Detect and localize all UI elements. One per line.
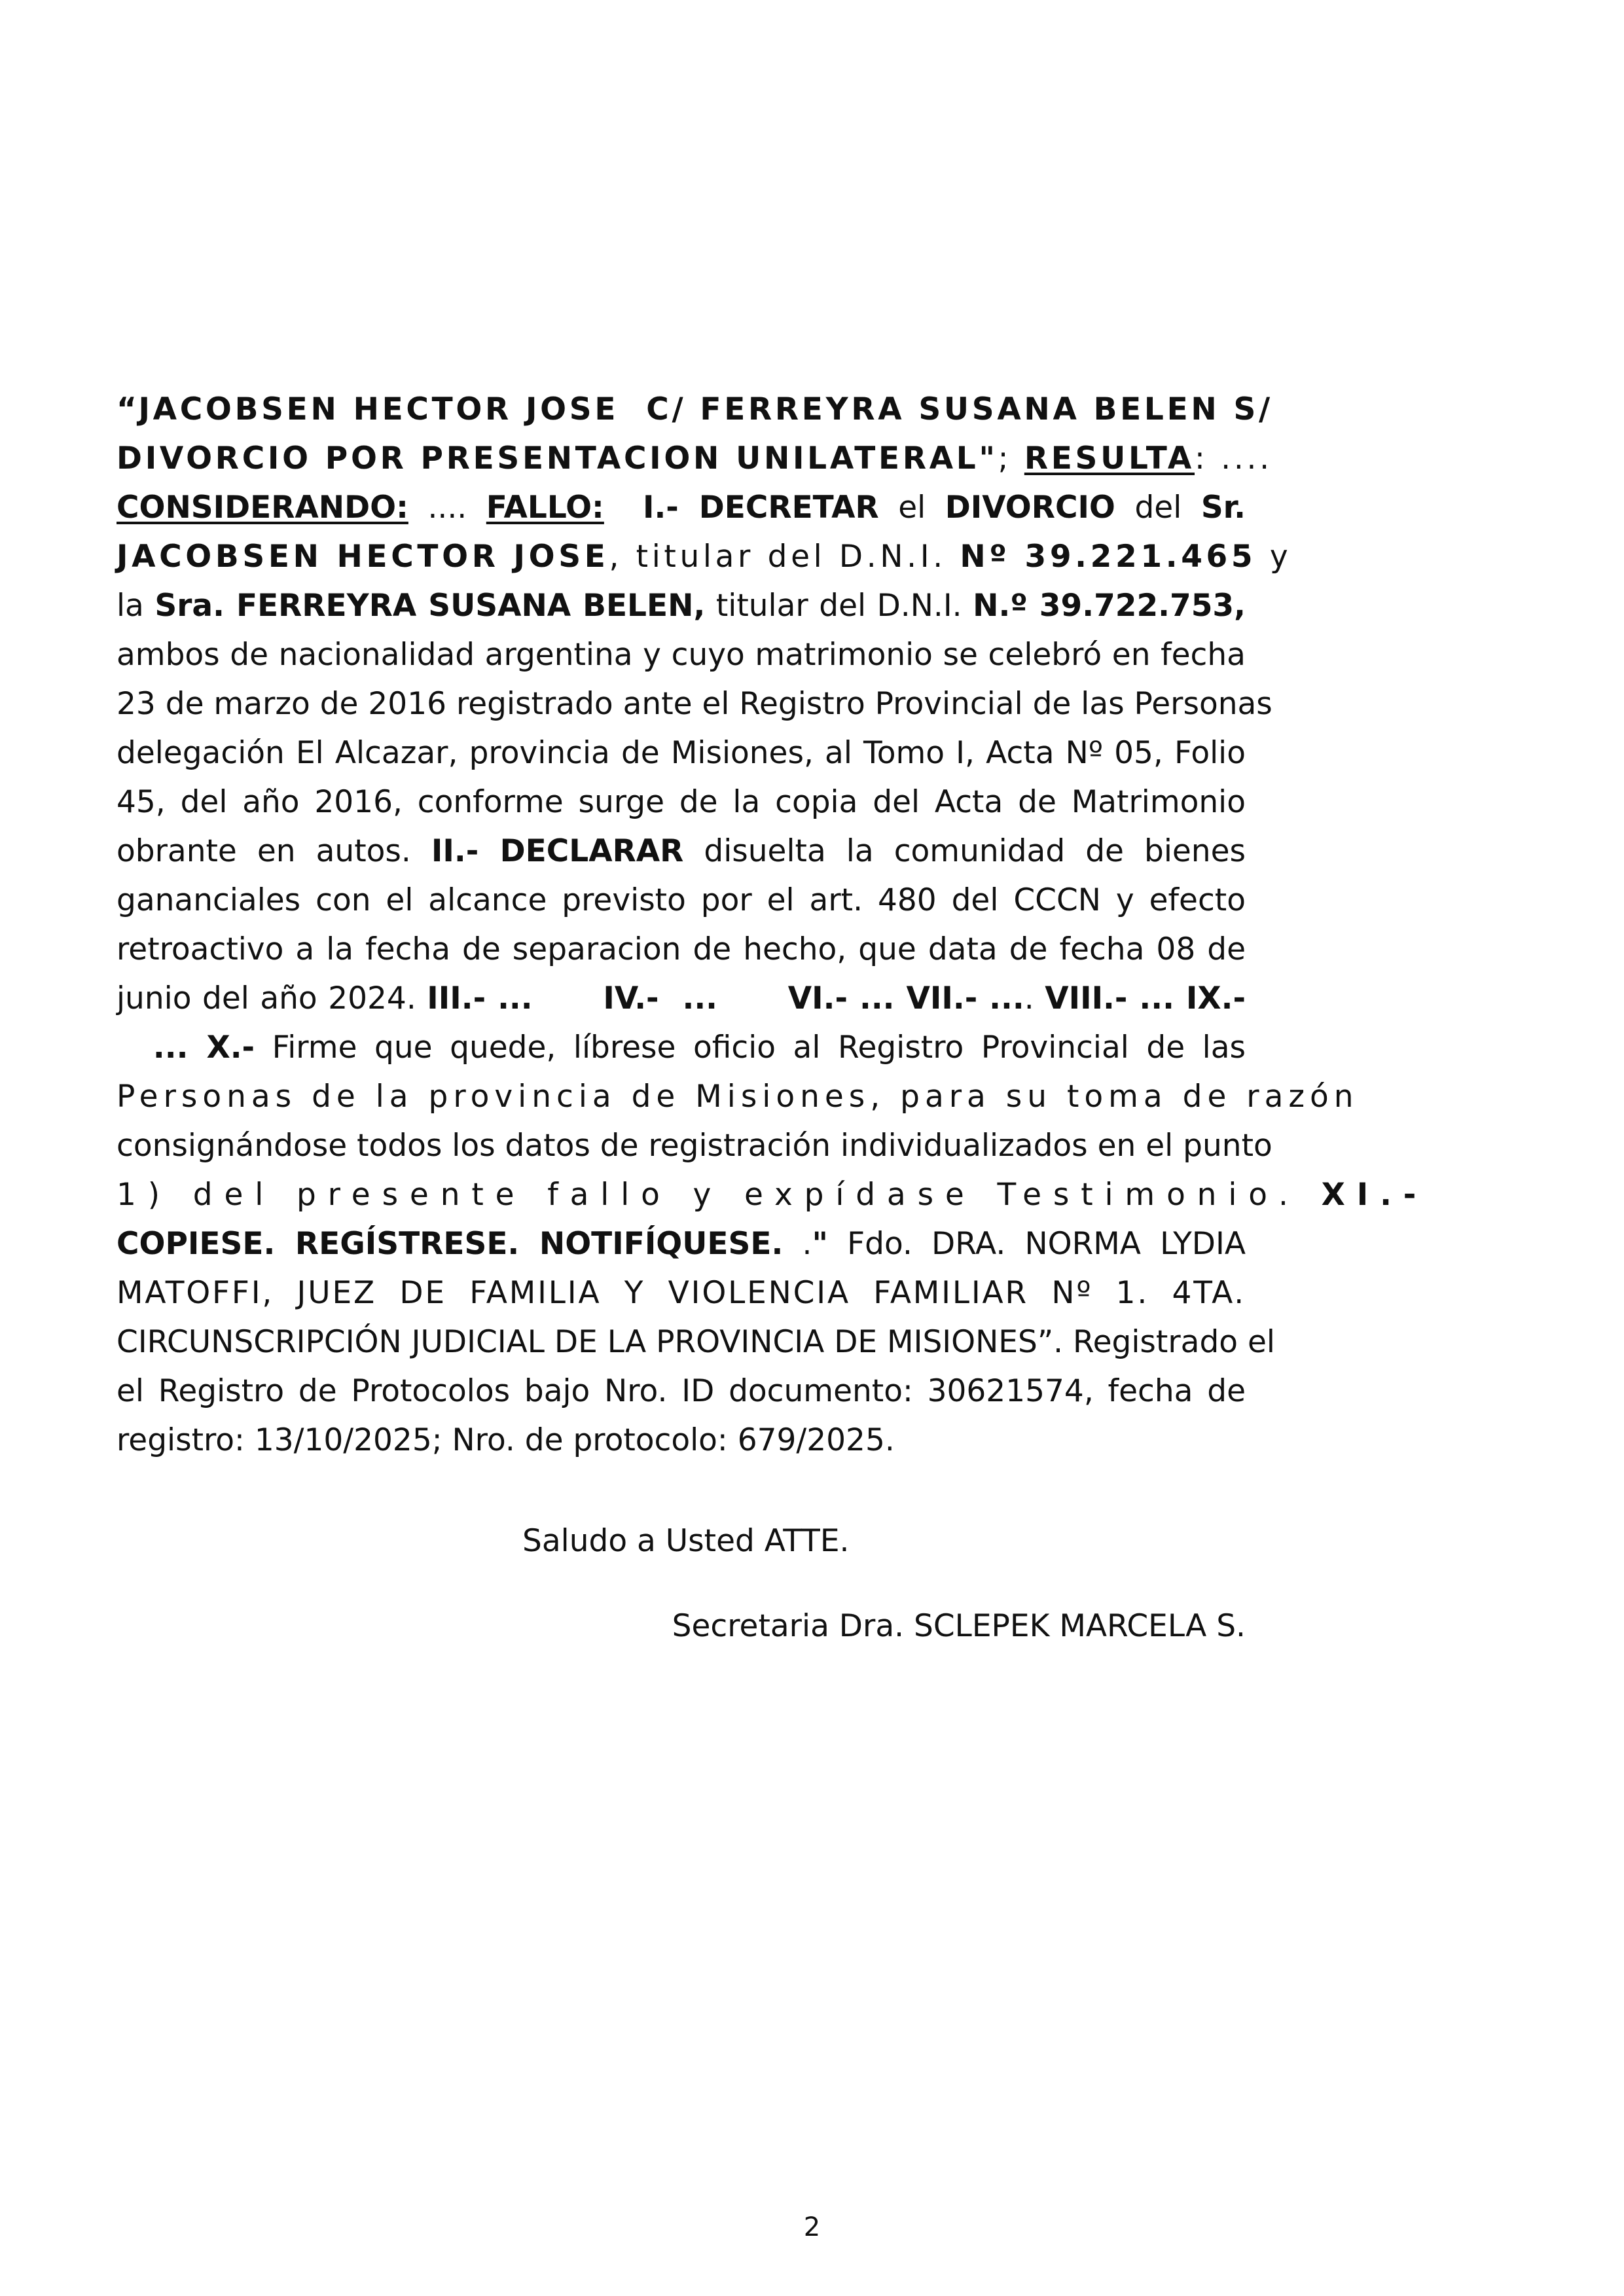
resolution-transcript <box>117 385 1428 1465</box>
text-line <box>117 434 1272 483</box>
text-line <box>117 1318 1275 1367</box>
text-segment: JACOBSEN HECTOR JOSE <box>117 539 609 575</box>
text-line <box>117 1268 1246 1318</box>
text-line <box>117 778 1246 827</box>
text-line <box>117 630 1246 679</box>
text-segment: retroactivo a la fecha de separacion de hecho, que data de fecha 08 de <box>117 931 1246 967</box>
text-segment: VIII.- ... IX.- <box>1045 980 1246 1016</box>
text-segment: Fdo. DRA. NORMA LYDIA <box>827 1226 1246 1262</box>
text-line <box>117 532 1292 581</box>
text-segment: ambos de nacionalidad argentina y cuyo matrimonio se celebró en fecha <box>117 637 1246 673</box>
text-segment: Personas de la provincia de Misiones, para su toma de razón <box>117 1079 1359 1115</box>
text-segment: COPIESE. REGÍSTRESE. NOTIFÍQUESE. <box>117 1226 784 1262</box>
text-line <box>117 728 1246 778</box>
text-line <box>117 827 1246 876</box>
text-line <box>117 1219 1246 1268</box>
text-line <box>117 483 1246 532</box>
text-segment: Sr. <box>1200 490 1246 526</box>
text-segment: III.- ... IV.- ... VI.- ... VII.- ... <box>427 980 1024 1016</box>
text-segment: titular del D.N.I. <box>705 588 973 624</box>
text-segment: Nº 39.221.465 <box>960 539 1257 575</box>
text-segment: el Registro de Protocolos bajo Nro. ID documento: 30621574, fecha de <box>117 1373 1246 1409</box>
text-segment: delegación El Alcazar, provincia de Misiones, al Tomo I, Acta Nº 05, Folio <box>117 735 1246 771</box>
text-segment: II.- DECLARAR <box>431 833 684 869</box>
text-segment: junio del año 2024. <box>117 980 427 1016</box>
text-segment: , titular del D.N.I. <box>609 539 960 575</box>
text-segment: el <box>878 490 945 526</box>
text-segment: 1) del presente fallo y expídase Testimonio. <box>117 1177 1322 1213</box>
text-segment: consignándose todos los datos de registración individualizados en el punto <box>117 1128 1272 1164</box>
text-segment: CIRCUNSCRIPCIÓN JUDICIAL DE LA PROVINCIA DE MISIONES”. Registrado el <box>117 1324 1275 1360</box>
text-segment: la <box>117 588 155 624</box>
text-segment: 23 de marzo de 2016 registrado ante el Registro Provincial de las Personas <box>117 686 1272 722</box>
signature-line: Secretaria Dra. SCLEPEK MARCELA S. <box>672 1608 1246 1644</box>
text-segment: . <box>1024 980 1045 1016</box>
page-number: 2 <box>803 2212 821 2242</box>
text-segment <box>604 490 643 526</box>
closing-salutation: Saludo a Usted ATTE. <box>522 1523 850 1559</box>
text-segment: Firme que quede, líbrese oficio al Registro Provincial de las <box>255 1030 1246 1066</box>
text-segment: “JACOBSEN HECTOR JOSE C/ FERREYRA SUSANA BELEN S/ <box>117 391 1273 427</box>
text-segment: . <box>783 1226 812 1262</box>
text-segment: DIVORCIO <box>945 490 1115 526</box>
text-line <box>117 1072 1359 1121</box>
text-segment: ... X.- <box>117 1030 255 1066</box>
text-segment: gananciales con el alcance previsto por el art. 480 del CCCN y efecto <box>117 882 1246 918</box>
text-segment: FALLO: <box>486 490 604 526</box>
text-segment: del <box>1115 490 1201 526</box>
text-line <box>117 925 1246 974</box>
text-line <box>117 679 1272 728</box>
text-line <box>117 385 1273 434</box>
text-line <box>117 581 1246 630</box>
text-line <box>117 1170 1428 1219</box>
text-line <box>117 974 1246 1023</box>
text-segment: RESULTA <box>1024 440 1195 476</box>
text-segment: : .... <box>1195 440 1272 476</box>
text-segment: obrante en autos. <box>117 833 431 869</box>
text-segment: .... <box>408 490 486 526</box>
text-segment: Sra. FERREYRA SUSANA BELEN, <box>154 588 706 624</box>
text-segment: I.- DECRETAR <box>642 490 879 526</box>
text-segment: CONSIDERANDO: <box>117 490 408 526</box>
text-line <box>117 876 1246 925</box>
text-line <box>117 1023 1246 1072</box>
text-line <box>117 1121 1272 1170</box>
text-segment: N.º 39.722.753, <box>973 588 1246 624</box>
text-segment: XI.- <box>1321 1177 1428 1213</box>
text-line <box>117 1416 1246 1465</box>
text-segment: DIVORCIO POR PRESENTACION UNILATERAL" <box>117 440 998 476</box>
text-segment: disuelta la comunidad de bienes <box>683 833 1246 869</box>
text-segment: y <box>1256 539 1292 575</box>
text-line <box>117 1367 1246 1416</box>
text-segment: MATOFFI, JUEZ DE FAMILIA Y VIOLENCIA FAMILIAR Nº 1. 4TA. <box>117 1275 1246 1311</box>
text-segment: registro: 13/10/2025; Nro. de protocolo: 679/2025. <box>117 1422 895 1458</box>
text-segment: ; <box>998 440 1024 476</box>
text-segment: " <box>812 1226 828 1262</box>
text-segment: 45, del año 2016, conforme surge de la copia del Acta de Matrimonio <box>117 784 1246 820</box>
